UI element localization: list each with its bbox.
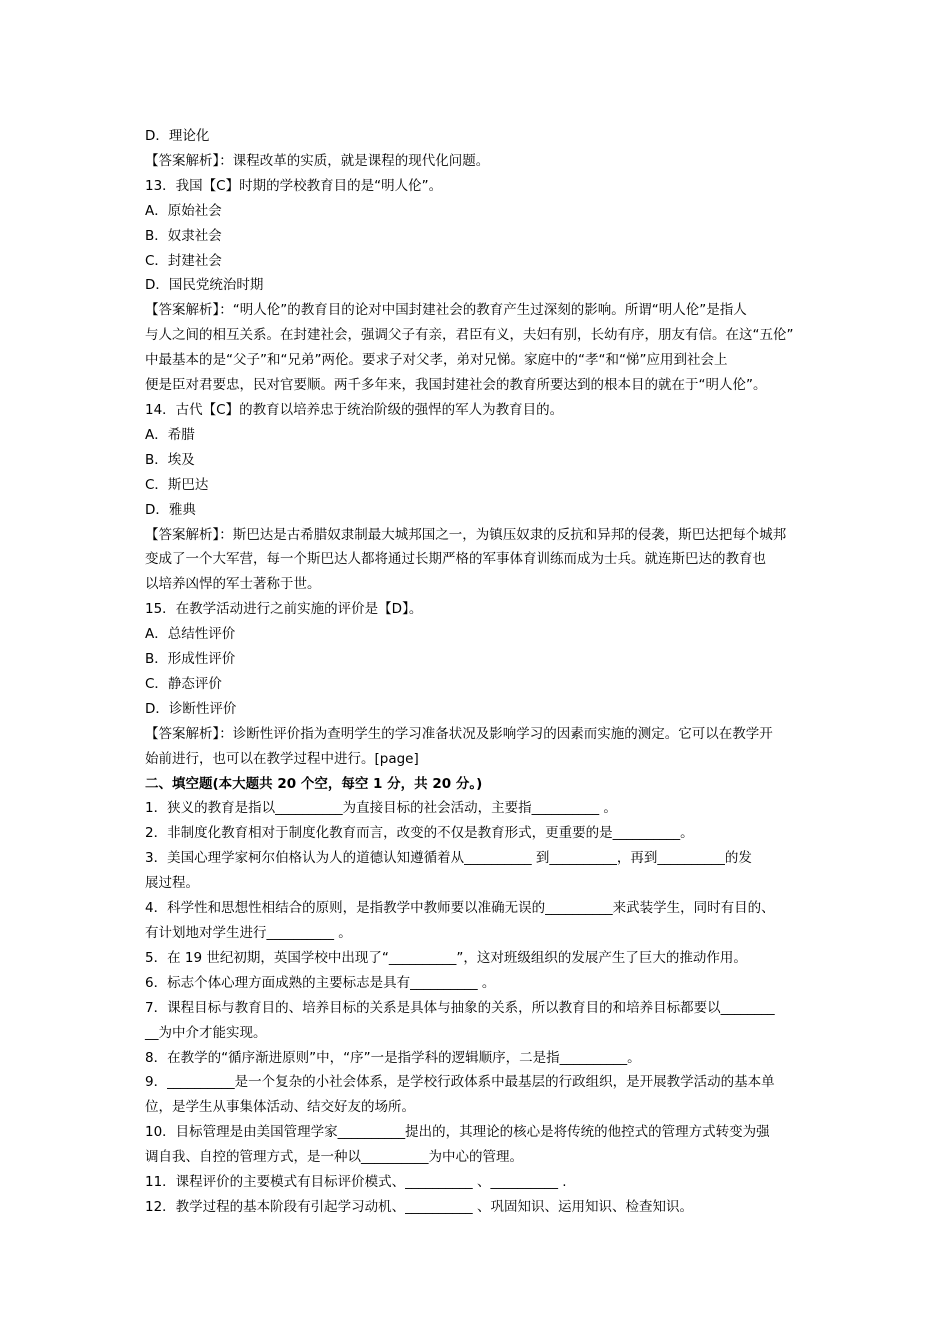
answer-explanation: 【答案解析】：诊断性评价指为查明学生的学习准备状况及影响学习的因素而实施的测定。它可以在教学开	[145, 725, 773, 742]
fill-question-9-cont: 位，是学生从事集体活动、结交好友的场所。	[145, 1099, 415, 1116]
option-line: D．理论化	[145, 128, 210, 144]
answer-explanation-cont: 便是臣对君要忠，民对官要顺。两千多年来，我国封建社会的教育所要达到的根本目的就在于“明人伦”。	[145, 377, 767, 394]
fill-question-10: 10．目标管理是由美国管理学家__________提出的，其理论的核心是将传统的他控式的管理方式转变为强	[145, 1124, 770, 1141]
fill-question-4-cont: 有计划地对学生进行__________ 。	[145, 925, 352, 941]
document-page	[145, 124, 813, 1220]
fill-question-6: 6．标志个体心理方面成熟的主要标志是具有__________ 。	[145, 974, 496, 991]
answer-explanation-cont: 与人之间的相互关系。在封建社会，强调父子有亲，君臣有义，夫妇有别，长幼有序，朋友有信。在这“五伦”	[145, 327, 794, 344]
option-line: C．斯巴达	[145, 476, 209, 493]
answer-explanation-cont: 变成了一个大军营，每一个斯巴达人都将通过长期严格的军事体育训练而成为士兵。就连斯巴达的教育也	[145, 551, 766, 568]
option-line: B．埃及	[145, 451, 195, 468]
option-line: A．原始社会	[145, 202, 222, 219]
option-line: D．诊断性评价	[145, 700, 237, 717]
question-14: 14．古代【C】的教育以培养忠于统治阶级的强悍的军人为教育目的。	[145, 401, 564, 418]
answer-explanation: 【答案解析】：斯巴达是古希腊奴隶制最大城邦国之一，为镇压奴隶的反抗和异邦的侵袭，斯巴达把每个城邦	[145, 526, 787, 543]
fill-question-5: 5．在 19 世纪初期，英国学校中出现了“__________”，这对班级组织的发展产生了巨大的推动作用。	[145, 949, 747, 966]
answer-explanation: 【答案解析】：课程改革的实质，就是课程的现代化问题。	[145, 152, 490, 169]
answer-explanation-cont: 以培养凶悍的军士著称于世。	[145, 576, 321, 593]
fill-question-3: 3．美国心理学家柯尔伯格认为人的道德认知遵循着从__________ 到__________，再到__________的发	[145, 850, 752, 867]
fill-question-8: 8．在教学的“循序渐进原则”中，“序”一是指学科的逻辑顺序，二是指__________。	[145, 1049, 641, 1066]
fill-question-7: 7．课程目标与教育目的、培养目标的关系是具体与抽象的关系，所以教育目的和培养目标都要以________	[145, 999, 775, 1016]
option-line: A．希腊	[145, 426, 195, 443]
fill-question-9: 9．__________是一个复杂的小社会体系，是学校行政体系中最基层的行政组织，是开展教学活动的基本单	[145, 1074, 775, 1091]
fill-question-10-cont: 调自我、自控的管理方式，是一种以__________为中心的管理。	[145, 1149, 523, 1166]
question-15: 15．在教学活动进行之前实施的评价是【D】。	[145, 601, 423, 618]
fill-question-2: 2．非制度化教育相对于制度化教育而言，改变的不仅是教育形式，更重要的是__________。	[145, 825, 694, 842]
answer-explanation-cont: 始前进行，也可以在教学过程中进行。[page]	[145, 750, 419, 767]
fill-question-4: 4．科学性和思想性相结合的原则，是指教学中教师要以准确无误的__________来武装学生，同时有目的、	[145, 900, 775, 917]
option-line: B．形成性评价	[145, 651, 236, 668]
option-line: B．奴隶社会	[145, 227, 222, 244]
answer-explanation-cont: 中最基本的是“父子”和“兄弟”两伦。要求子对父孝，弟对兄悌。家庭中的“孝“和“悌”应用到社会上	[145, 352, 728, 369]
answer-explanation: 【答案解析】：“明人伦”的教育目的论对中国封建社会的教育产生过深刻的影响。所谓“明人伦”是指人	[145, 302, 747, 319]
option-line: D．国民党统治时期	[145, 277, 264, 294]
option-line: A．总结性评价	[145, 626, 236, 643]
fill-question-3-cont: 展过程。	[145, 875, 199, 892]
option-line: C．静态评价	[145, 675, 222, 692]
fill-question-12: 12．教学过程的基本阶段有引起学习动机、__________ 、巩固知识、运用知识、检查知识。	[145, 1198, 693, 1215]
fill-question-1: 1．狭义的教育是指以__________为直接目标的社会活动，主要指__________ 。	[145, 800, 617, 817]
option-line: C．封建社会	[145, 252, 222, 269]
section-heading: 二、填空题(本大题共 20 个空，每空 1 分，共 20 分。)	[145, 775, 483, 792]
question-13: 13．我国【C】时期的学校教育目的是“明人伦”。	[145, 177, 443, 194]
fill-question-11: 11．课程评价的主要模式有目标评价模式、__________ 、__________ .	[145, 1174, 567, 1191]
option-line: D．雅典	[145, 501, 196, 518]
fill-question-7-cont: __为中介才能实现。	[145, 1024, 267, 1041]
